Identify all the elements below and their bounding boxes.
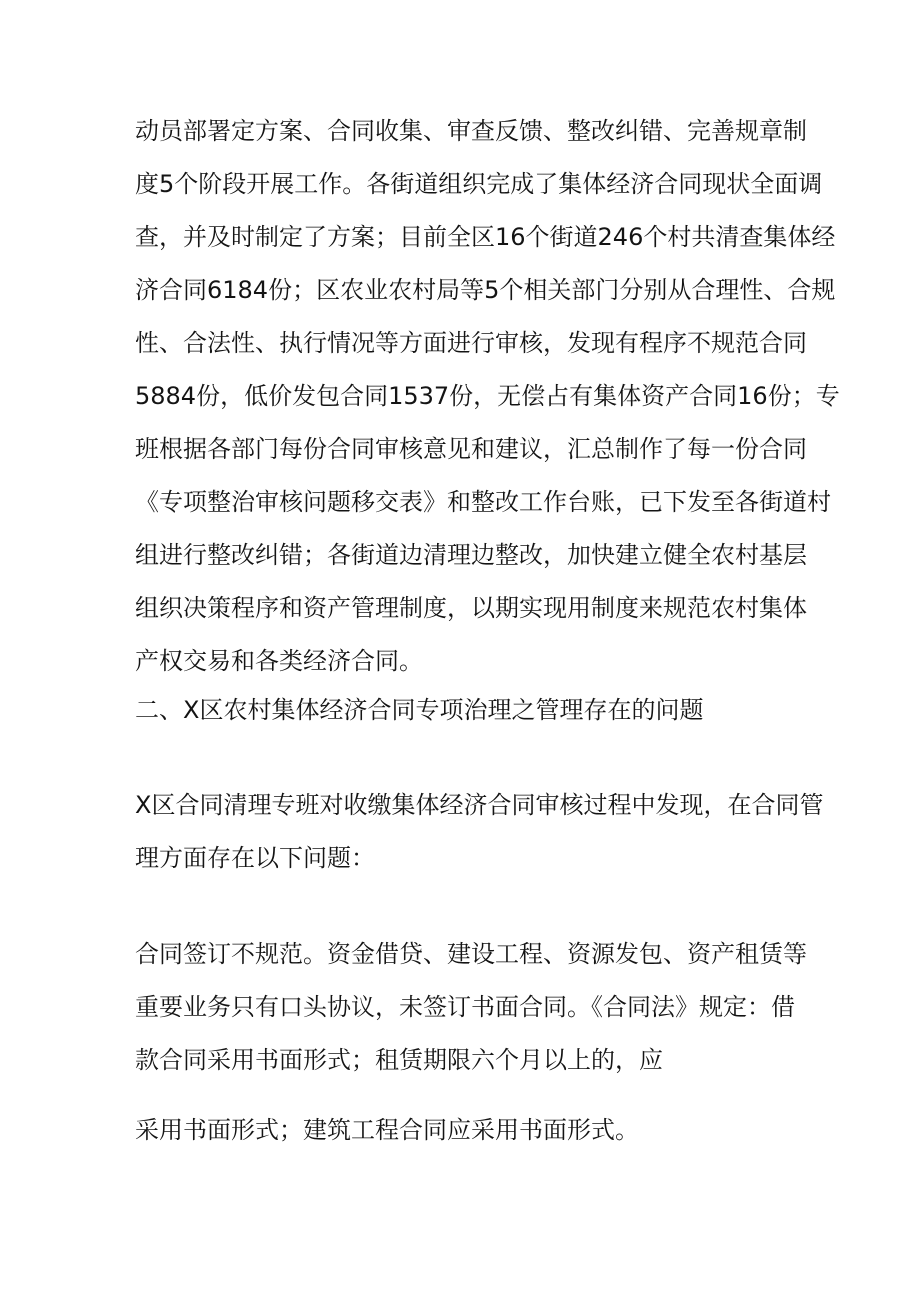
- paragraph-progress: [135, 105, 840, 688]
- text-line: 度5个阶段开展工作。各街道组织完成了集体经济合同现状全面调: [135, 170, 823, 198]
- text-line: 重要业务只有口头协议，未签订书面合同。《合同法》规定：借: [135, 993, 795, 1021]
- text-line: 动员部署定方案、合同收集、审查反馈、整改纠错、完善规章制: [135, 117, 807, 145]
- paragraph-intro: [135, 779, 824, 885]
- text-line: 组织决策程序和资产管理制度，以期实现用制度来规范农村集体: [135, 594, 807, 622]
- text-line: 5884份，低价发包合同1537份，无偿占有集体资产合同16份；专: [135, 382, 840, 410]
- text-line: 产权交易和各类经济合同。: [135, 647, 423, 675]
- section-heading: [135, 684, 790, 737]
- heading-text: 二、X区农村集体经济合同专项治理之管理存在的问题: [135, 696, 704, 724]
- text-line: 班根据各部门每份合同审核意见和建议，汇总制作了每一份合同: [135, 435, 807, 463]
- text-line: 合同签订不规范。资金借贷、建设工程、资源发包、资产租赁等: [135, 940, 807, 968]
- text-line: 济合同6184份；区农业农村局等5个相关部门分别从合理性、合规: [135, 276, 836, 304]
- text-line: X区合同清理专班对收缴集体经济合同审核过程中发现，在合同管: [135, 791, 824, 819]
- text-line: 查，并及时制定了方案；目前全区16个街道246个村共清查集体经: [135, 223, 836, 251]
- text-line: 性、合法性、执行情况等方面进行审核，发现有程序不规范合同: [135, 329, 807, 357]
- paragraph-continuation: [135, 1104, 790, 1157]
- text-line: 组进行整改纠错；各街道边清理边整改，加快建立健全农村基层: [135, 541, 807, 569]
- text-line: 理方面存在以下问题：: [135, 844, 375, 872]
- text-line: 采用书面形式；建筑工程合同应采用书面形式。: [135, 1116, 639, 1144]
- text-line: 款合同采用书面形式；租赁期限六个月以上的，应: [135, 1046, 663, 1074]
- paragraph-contract-issue: [135, 928, 807, 1087]
- text-line: 《专项整治审核问题移交表》和整改工作台账，已下发至各街道村: [135, 488, 831, 516]
